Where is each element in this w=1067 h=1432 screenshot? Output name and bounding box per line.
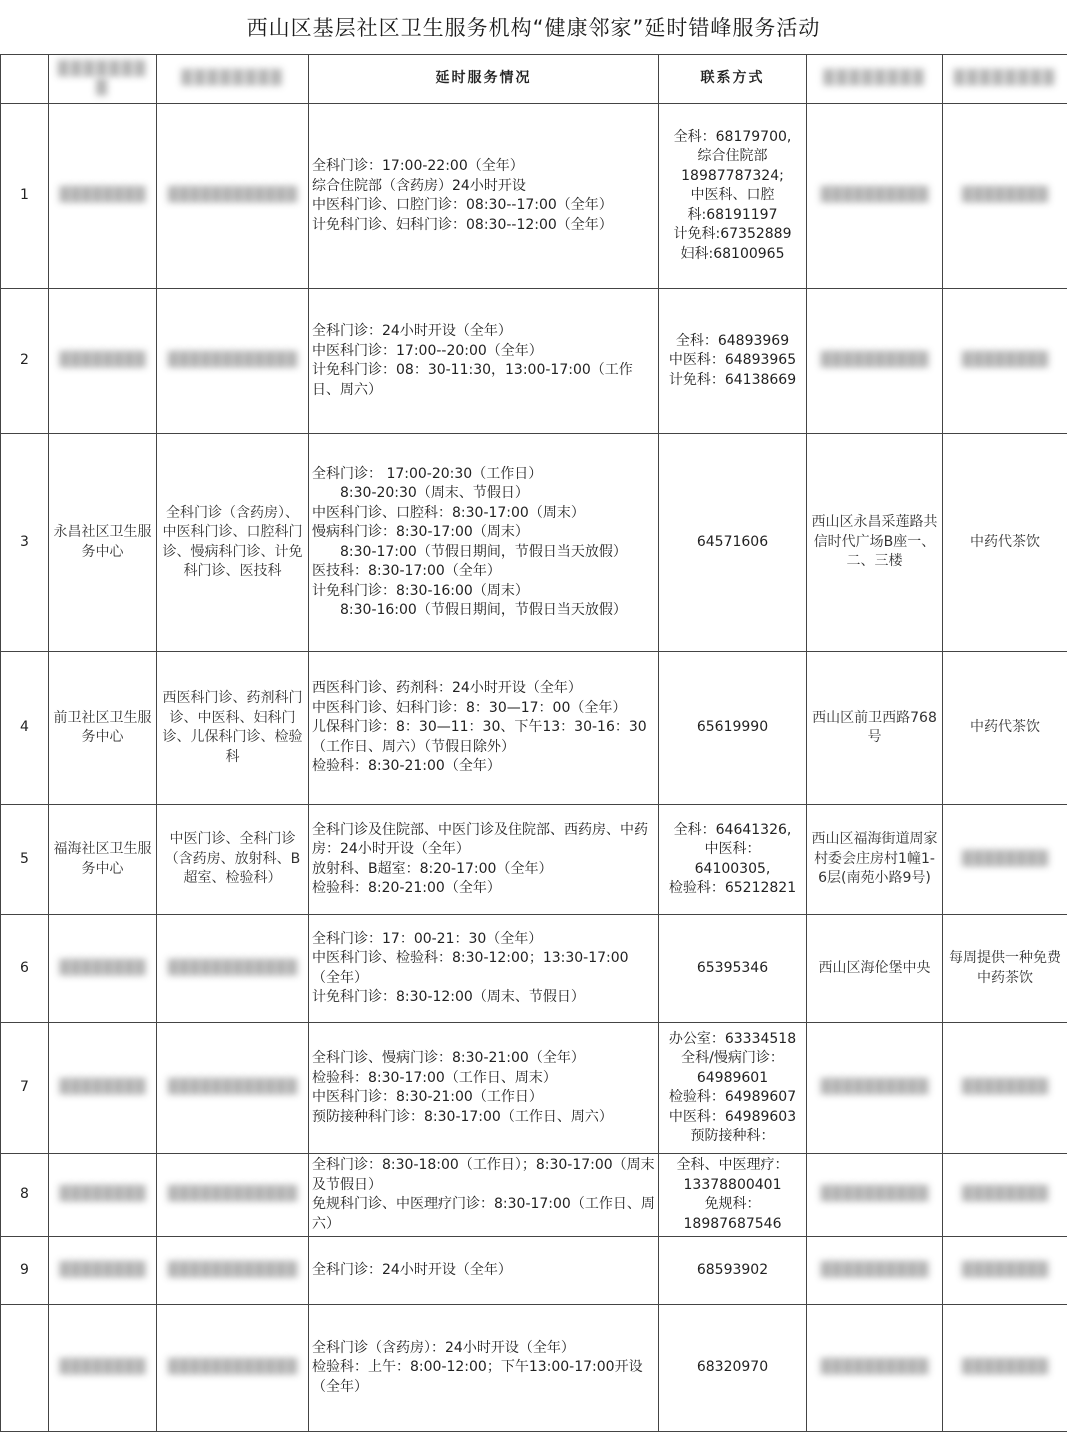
- extended-hours: [309, 1305, 659, 1432]
- institution-name: [49, 1237, 157, 1305]
- extended-hours-line: 慢病科门诊：8:30-17:00（周末）: [312, 523, 655, 543]
- service-scope: [157, 1237, 309, 1305]
- institution-name: [49, 915, 157, 1023]
- extended-hours-line: 放射科、B超室：8:20-17:00（全年）: [312, 860, 655, 880]
- address-text: 西山区永昌采莲路共信时代广场B座一、二、三楼: [812, 514, 938, 569]
- row-number-text: 3: [20, 534, 29, 550]
- extended-hours: [309, 1237, 659, 1305]
- address: [807, 1305, 943, 1432]
- table-header-row: [1, 55, 1067, 104]
- row-number: [1, 1023, 49, 1154]
- row-number: [1, 1305, 49, 1432]
- table-row: [1, 652, 1067, 805]
- extended-hours-line: 综合住院部（含药房）24小时开设: [312, 177, 655, 197]
- service-scope: [157, 652, 309, 805]
- activity: [943, 652, 1067, 805]
- row-number: [1, 915, 49, 1023]
- contact-info-line: 中医科、口腔: [662, 186, 803, 206]
- row-number: [1, 289, 49, 434]
- service-scope: [157, 289, 309, 434]
- extended-hours-line: 8:30-20:30（周末、节假日）: [312, 484, 655, 504]
- institution-name-text: ████████: [59, 187, 145, 203]
- table-row: [1, 104, 1067, 289]
- contact-info-line: 64571606: [662, 533, 803, 553]
- contact-info-line: 全科：68179700,: [662, 128, 803, 148]
- address-text: 西山区前卫西路768号: [812, 710, 937, 746]
- address: [807, 1023, 943, 1154]
- institution-name: [49, 434, 157, 652]
- activity-text: ████████: [962, 851, 1048, 867]
- service-scope-text: ████████████: [168, 1359, 297, 1375]
- extended-hours: [309, 805, 659, 915]
- contact-info-line: 检验科：65212821: [662, 879, 803, 899]
- contact-info-line: 18987687546: [662, 1215, 803, 1235]
- contact-info-line: 68593902: [662, 1261, 803, 1281]
- contact-info-line: 中医科：64989603: [662, 1108, 803, 1128]
- row-number-text: 1: [20, 187, 29, 203]
- contact-info-line: 中医科：: [662, 840, 803, 860]
- extended-hours-line: 全科门诊：17:00-22:00（全年）: [312, 157, 655, 177]
- extended-hours-line: 计免科门诊：8:30-12:00（周末、节假日）: [312, 988, 655, 1008]
- extended-hours-line: 中医科门诊：17:00--20:00（全年）: [312, 342, 655, 362]
- contact-info-line: 65395346: [662, 959, 803, 979]
- extended-hours-line: 中医科门诊、口腔门诊：08:30--17:00（全年）: [312, 196, 655, 216]
- activity-text: ████████: [962, 352, 1048, 368]
- header-name: ████████: [49, 55, 157, 104]
- address-text: ██████████: [821, 187, 929, 203]
- contact-info-line: 68320970: [662, 1358, 803, 1378]
- contact-info-line: 妇科:68100965: [662, 245, 803, 265]
- service-scope-text: ████████████: [168, 1079, 297, 1095]
- institution-name-text: ████████: [59, 1186, 145, 1202]
- extended-hours: [309, 434, 659, 652]
- activity: [943, 1305, 1067, 1432]
- contact-info: [659, 1237, 807, 1305]
- row-number-text: 8: [20, 1186, 29, 1202]
- contact-info: [659, 652, 807, 805]
- address-text: ██████████: [821, 352, 929, 368]
- row-number: [1, 434, 49, 652]
- activity: [943, 104, 1067, 289]
- extended-hours: [309, 1154, 659, 1237]
- service-scope-text: ████████████: [168, 960, 297, 976]
- address-text: ██████████: [821, 1359, 929, 1375]
- contact-info-line: 检验科：64989607: [662, 1088, 803, 1108]
- service-scope-text: 全科门诊（含药房）、中医科门诊、口腔科门诊、慢病科门诊、计免科门诊、医技科: [163, 505, 303, 580]
- extended-hours-line: 中医科门诊、口腔科：8:30-17:00（周末）: [312, 504, 655, 524]
- institution-name: [49, 652, 157, 805]
- address-text: ██████████: [821, 1079, 929, 1095]
- extended-hours-line: 预防接种科门诊：8:30-17:00（工作日、周六）: [312, 1108, 655, 1128]
- service-scope-text: ████████████: [168, 1186, 297, 1202]
- contact-info-line: 办公室：63334518: [662, 1030, 803, 1050]
- table-row: [1, 805, 1067, 915]
- row-number-text: 4: [20, 719, 29, 735]
- extended-hours: [309, 915, 659, 1023]
- service-scope: [157, 805, 309, 915]
- activity-text: ████████: [962, 1359, 1048, 1375]
- service-scope-text: 西医科门诊、药剂科门诊、中医科、妇科门诊、儿保科门诊、检验科: [163, 690, 303, 765]
- extended-hours-line: 全科门诊：8:30-18:00（工作日）；8:30-17:00（周末及节假日）: [312, 1156, 655, 1195]
- extended-hours: [309, 652, 659, 805]
- activity: [943, 289, 1067, 434]
- contact-info-line: 全科：64893969: [662, 332, 803, 352]
- extended-hours-line: 中医科门诊：8:30-21:00（工作日）: [312, 1088, 655, 1108]
- table-row: [1, 1237, 1067, 1305]
- contact-info-line: 64989601: [662, 1069, 803, 1089]
- extended-hours-line: 计免科门诊、妇科门诊：08:30--12:00（全年）: [312, 216, 655, 236]
- extended-hours-line: 中医科门诊、妇科门诊：8：30—17：00（全年）: [312, 699, 655, 719]
- header-contact: 联系方式: [659, 55, 807, 104]
- extended-hours-line: 8:30-16:00（节假日期间，节假日当天放假）: [312, 601, 655, 621]
- activity: [943, 805, 1067, 915]
- row-number: [1, 1237, 49, 1305]
- extended-hours-line: 儿保科门诊：8：30—11：30、下午13：30-16：30（工作日、周六）（节假日除外）: [312, 718, 655, 757]
- institution-name-text: 福海社区卫生服务中心: [54, 841, 152, 877]
- service-scope: [157, 1305, 309, 1432]
- activity-text: ████████: [962, 187, 1048, 203]
- address: [807, 289, 943, 434]
- table-row: [1, 1023, 1067, 1154]
- contact-info-line: 免规科：: [662, 1195, 803, 1215]
- service-scope-text: ████████████: [168, 187, 297, 203]
- service-scope: [157, 1154, 309, 1237]
- contact-info-line: 18987787324;: [662, 167, 803, 187]
- service-scope-text: ████████████: [168, 1262, 297, 1278]
- activity: [943, 1154, 1067, 1237]
- institution-name-text: ████████: [59, 1262, 145, 1278]
- row-number-text: 2: [20, 352, 29, 368]
- extended-hours-line: 全科门诊（含药房）：24小时开设（全年）: [312, 1339, 655, 1359]
- extended-hours-line: 检验科：8:30-21:00（全年）: [312, 757, 655, 777]
- extended-hours-line: 计免科门诊：08：30-11:30，13:00-17:00（工作日、周六）: [312, 361, 655, 400]
- institution-name-text: ████████: [59, 960, 145, 976]
- institution-name-text: ████████: [59, 1079, 145, 1095]
- contact-info: [659, 289, 807, 434]
- contact-info-line: 全科：64641326,: [662, 821, 803, 841]
- extended-hours: [309, 104, 659, 289]
- extended-hours-line: 检验科：8:20-21:00（全年）: [312, 879, 655, 899]
- contact-info-line: 全科、中医理疗：: [662, 1156, 803, 1176]
- extended-hours-line: 全科门诊：24小时开设（全年）: [312, 1261, 655, 1281]
- row-number-text: 5: [20, 851, 29, 867]
- service-table: [0, 54, 1067, 1432]
- institution-name: [49, 1154, 157, 1237]
- row-number: [1, 805, 49, 915]
- contact-info-line: 科:68191197: [662, 206, 803, 226]
- extended-hours-line: 全科门诊：17：00-21：30（全年）: [312, 930, 655, 950]
- contact-info-line: 全科/慢病门诊：: [662, 1049, 803, 1069]
- contact-info-line: 64100305,: [662, 860, 803, 880]
- row-number-text: 9: [20, 1262, 29, 1278]
- address: [807, 652, 943, 805]
- header-hours: 延时服务情况: [309, 55, 659, 104]
- institution-name-text: ████████: [59, 352, 145, 368]
- contact-info: [659, 1305, 807, 1432]
- activity-text: 中药代茶饮: [970, 719, 1040, 735]
- activity-text: ████████: [962, 1262, 1048, 1278]
- extended-hours: [309, 289, 659, 434]
- extended-hours-line: 全科门诊及住院部、中医门诊及住院部、西药房、中药房：24小时开设（全年）: [312, 821, 655, 860]
- address: [807, 1237, 943, 1305]
- institution-name: [49, 1305, 157, 1432]
- activity-text: ████████: [962, 1186, 1048, 1202]
- extended-hours-line: 8:30-17:00（节假日期间，节假日当天放假）: [312, 543, 655, 563]
- extended-hours-line: 全科门诊： 17:00-20:30（工作日）: [312, 465, 655, 485]
- address: [807, 915, 943, 1023]
- activity: [943, 1237, 1067, 1305]
- service-scope: [157, 104, 309, 289]
- contact-info: [659, 1023, 807, 1154]
- contact-info-line: 预防接种科：: [662, 1127, 803, 1147]
- activity-text: 每周提供一种免费中药茶饮: [949, 950, 1061, 986]
- extended-hours-line: 中医科门诊、检验科：8:30-12:00；13:30-17:00（全年）: [312, 949, 655, 988]
- contact-info: [659, 104, 807, 289]
- service-scope-text: ████████████: [168, 352, 297, 368]
- contact-info-line: 计免科:67352889: [662, 225, 803, 245]
- extended-hours-line: 全科门诊：24小时开设（全年）: [312, 322, 655, 342]
- contact-info-line: 中医科：64893965: [662, 351, 803, 371]
- activity: [943, 434, 1067, 652]
- activity: [943, 915, 1067, 1023]
- contact-info: [659, 915, 807, 1023]
- extended-hours-line: 检验科：上午：8:00-12:00；下午13:00-17:00开设（全年）: [312, 1358, 655, 1397]
- extended-hours-line: 西医科门诊、药剂科：24小时开设（全年）: [312, 679, 655, 699]
- contact-info: [659, 805, 807, 915]
- address-text: 西山区海伦堡中央: [819, 960, 931, 976]
- row-number: [1, 652, 49, 805]
- header-activity: ████████: [943, 55, 1067, 104]
- header-scope: ████████: [157, 55, 309, 104]
- institution-name: [49, 289, 157, 434]
- address-text: 西山区福海街道周家村委会庄房村1幢1-6层(南苑小路9号): [812, 831, 938, 886]
- table-row: [1, 1154, 1067, 1237]
- institution-name: [49, 1023, 157, 1154]
- activity-text: 中药代茶饮: [970, 534, 1040, 550]
- table-row: [1, 915, 1067, 1023]
- service-scope: [157, 434, 309, 652]
- address-text: ██████████: [821, 1186, 929, 1202]
- institution-name-text: 前卫社区卫生服务中心: [54, 710, 152, 746]
- extended-hours-line: 检验科：8:30-17:00（工作日、周末）: [312, 1069, 655, 1089]
- page-title: 西山区基层社区卫生服务机构“健康邻家”延时错峰服务活动: [0, 0, 1067, 54]
- address-text: ██████████: [821, 1262, 929, 1278]
- institution-name: [49, 805, 157, 915]
- row-number-text: 6: [20, 960, 29, 976]
- address: [807, 104, 943, 289]
- extended-hours-line: 全科门诊、慢病门诊：8:30-21:00（全年）: [312, 1049, 655, 1069]
- institution-name-text: 永昌社区卫生服务中心: [54, 524, 152, 560]
- row-number: [1, 104, 49, 289]
- contact-info-line: 13378800401: [662, 1176, 803, 1196]
- address: [807, 434, 943, 652]
- contact-info-line: 综合住院部: [662, 147, 803, 167]
- extended-hours: [309, 1023, 659, 1154]
- table-row: [1, 434, 1067, 652]
- institution-name: [49, 104, 157, 289]
- contact-info-line: 计免科：64138669: [662, 371, 803, 391]
- activity: [943, 1023, 1067, 1154]
- contact-info: [659, 1154, 807, 1237]
- extended-hours-line: 医技科：8:30-17:00（全年）: [312, 562, 655, 582]
- institution-name-text: ████████: [59, 1359, 145, 1375]
- header-address: ████████: [807, 55, 943, 104]
- contact-info: [659, 434, 807, 652]
- address: [807, 1154, 943, 1237]
- row-number: [1, 1154, 49, 1237]
- contact-info-line: 65619990: [662, 718, 803, 738]
- service-scope: [157, 1023, 309, 1154]
- table-row: [1, 289, 1067, 434]
- address: [807, 805, 943, 915]
- service-scope: [157, 915, 309, 1023]
- extended-hours-line: 免规科门诊、中医理疗门诊：8:30-17:00（工作日、周六）: [312, 1195, 655, 1234]
- row-number-text: 7: [20, 1079, 29, 1095]
- service-scope-text: 中医门诊、全科门诊（含药房、放射科、B超室、检验科）: [165, 831, 301, 886]
- table-row: [1, 1305, 1067, 1432]
- activity-text: ████████: [962, 1079, 1048, 1095]
- extended-hours-line: 计免科门诊：8:30-16:00（周末）: [312, 582, 655, 602]
- header-number: [1, 55, 49, 104]
